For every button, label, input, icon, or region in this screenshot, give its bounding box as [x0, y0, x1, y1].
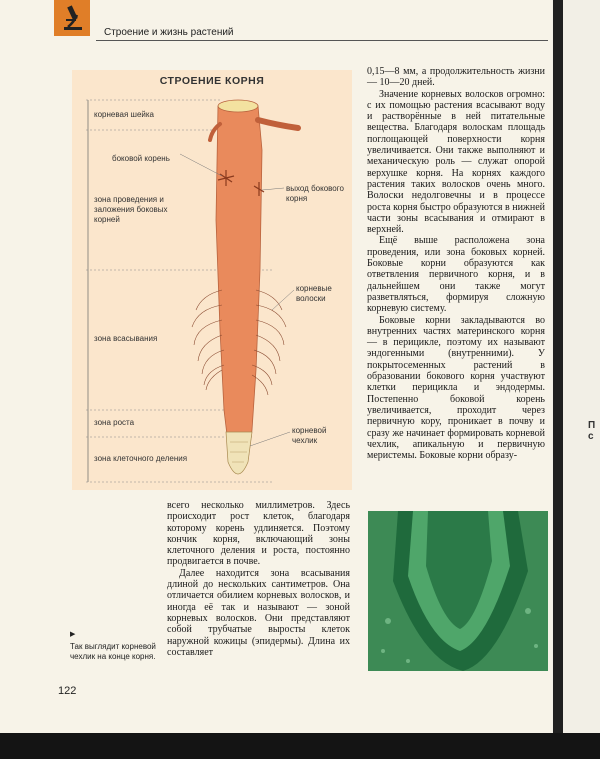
next-page-edge-text: П с	[588, 420, 596, 442]
paragraph: Ещё выше расположена зона проведения, или зона боковых корней. Боковые корни образуются как ответвления первичного корня, и в дальнейшем они также могут разветвляться, формируя сложную корневую систему.	[367, 235, 545, 315]
caption-arrow-icon: ▶	[70, 631, 76, 638]
label-conduction-zone: зона проведения и заложения боковых корней	[94, 195, 168, 224]
scan-bottom-border	[0, 733, 600, 759]
text-column-right	[367, 66, 545, 461]
header-rule	[96, 40, 548, 41]
microscope-icon	[54, 0, 90, 36]
page-number: 122	[58, 685, 77, 697]
page-gutter	[553, 0, 563, 759]
root-cap-micrograph	[368, 511, 548, 671]
paragraph: Значение корневых волосков огромно: с их помощью растения всасывают воду и растворённые в ней питательные вещества. Благодаря волоскам площадь поглощающей поверхности корня увеличивается. Они также выполняют и механическую роль — служат опорой верхушке корня. На корнях каждого растения таких волосков очень много. Волоски недолговечны и в процессе роста корня быстро образуются в нижней части зоны всасывания и отмирают в верхней.	[367, 88, 545, 236]
label-absorption-zone: зона всасывания	[94, 334, 158, 343]
paragraph: Боковые корни закладываются во внутренних частях материнского корня — в перицикле, поэтому их называют эндогенными (внутренними). У покрытосеменных растений в образовании бокового корня участвуют клетки перицикла и эндодермы. Постепенно боковой корень увеличивается, проходит через первичную кору, проникает в почву и сразу же начинает формировать корневой чехлик, апикальную и первичную меристемы. Боковые корни образу-	[367, 314, 545, 462]
text-column-bottom	[167, 500, 350, 658]
paragraph: всего несколько миллиметров. Здесь происходит рост клеток, благодаря которому корень удлиняется. Поэтому кончик корня, включающий зоны клеточного деления и роста, постоянно продвигается в почве.	[167, 500, 350, 568]
label-lateral-root-exit: выход бокового корня	[286, 184, 344, 203]
label-lateral-root: боковой корень	[112, 154, 170, 163]
label-root-cap: корневой чехлик	[292, 426, 327, 445]
label-growth-zone: зона роста	[94, 418, 135, 427]
section-title: Строение и жизнь растений	[104, 27, 234, 38]
label-division-zone: зона клеточного деления	[94, 454, 188, 463]
caption-text: Так выглядит корневой чехлик на конце корня.	[70, 642, 156, 661]
label-root-collar: корневая шейка	[94, 110, 154, 119]
label-root-hairs: корневые волоски	[296, 284, 332, 303]
figure-title: СТРОЕНИЕ КОРНЯ	[159, 75, 265, 87]
paragraph: 0,15—8 мм, а продолжительность жизни — 10—20 дней.	[367, 66, 545, 89]
photo-caption	[70, 630, 160, 662]
root-structure-figure	[72, 70, 352, 490]
paragraph: Далее находится зона всасывания длиной до нескольких сантиметров. Она отличается обилием корневых волосков, и иногда её так и называют — зоной корневых волосков. Они представляют собой трубчатые выросты клеток наружной кожицы (эпидермы). Длина их составляет	[167, 567, 350, 658]
